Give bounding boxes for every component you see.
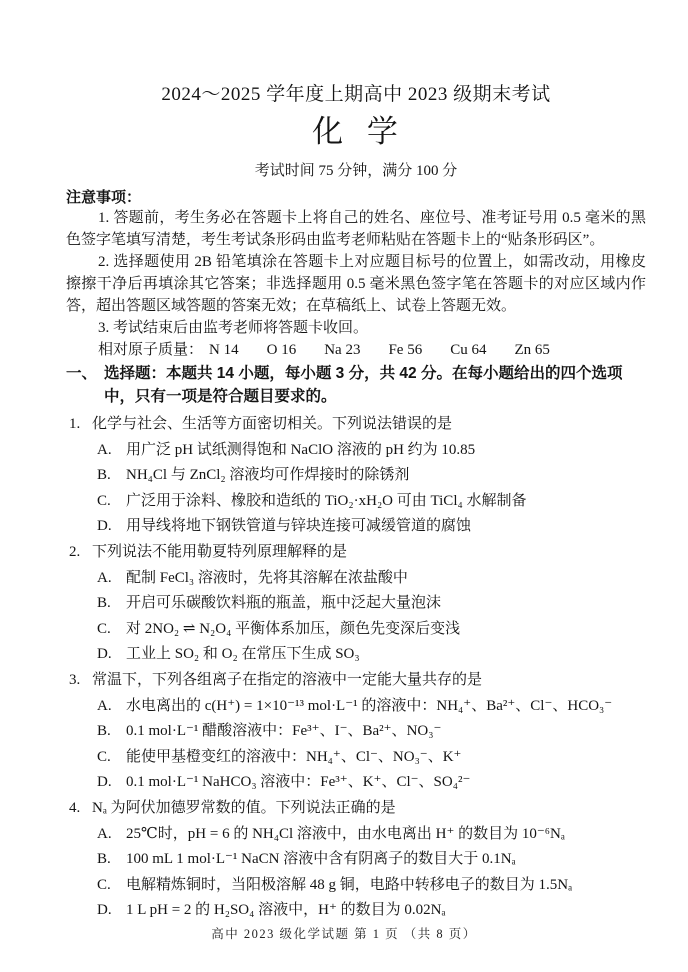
option-label: D. <box>97 646 112 663</box>
question-2-stem: 下列说法不能用勒夏特列原理解释的是 <box>92 543 348 560</box>
option-label: D. <box>97 774 112 791</box>
question-1-stem: 化学与社会、生活等方面密切相关。下列说法错误的是 <box>92 416 453 432</box>
option-text: 用导线将地下钢铁管道与锌块连接可减缓管道的腐蚀 <box>126 518 472 535</box>
exam-subject: 化 学 <box>312 114 400 149</box>
question-3-option-B <box>97 719 646 745</box>
option-label: D. <box>97 902 112 919</box>
option-label: C. <box>97 492 111 509</box>
page-footer: 高中 2023 级化学试题 第 1 页 （共 8 页） <box>211 927 477 941</box>
option-label: B. <box>97 595 111 612</box>
option-text: 0.1 mol·L⁻¹ NaHCO₃ 溶液中：Fe³⁺、K⁺、Cl⁻、SO₄²⁻ <box>126 774 471 791</box>
question-4-option-C <box>97 873 646 899</box>
question-2 <box>66 540 646 668</box>
question-3-options <box>97 694 646 796</box>
atomic-mass-N: N 14 <box>209 342 239 358</box>
atomic-mass-Zn: Zn 65 <box>514 342 550 358</box>
question-1-option-A <box>97 438 646 464</box>
question-2-option-A <box>97 566 646 592</box>
question-4 <box>66 796 646 924</box>
question-3-option-C <box>97 745 646 771</box>
question-4-option-D <box>97 898 646 924</box>
question-1-option-D <box>97 514 646 540</box>
notice-item-1: 1. 答题前，考生务必在答题卡上将自己的姓名、座位号、准考证号用 0.5 毫米的黑色签字笔填写清楚，考生考试条形码由监考老师粘贴在答题卡上的“贴条形码区”。 <box>66 210 646 248</box>
question-1 <box>66 412 646 540</box>
question-1-option-C <box>97 489 646 515</box>
question-2-option-D <box>97 642 646 668</box>
atomic-mass-O: O 16 <box>266 342 297 358</box>
option-label: C. <box>97 876 111 893</box>
question-4-stem: Nₐ 为阿伏加德罗常数的值。下列说法正确的是 <box>92 799 396 816</box>
option-text: 配制 FeCl₃ 溶液时，先将其溶解在浓盐酸中 <box>126 569 408 586</box>
question-3-number: 3. <box>69 671 81 688</box>
option-text: 工业上 SO₂ 和 O₂ 在常压下生成 SO₃ <box>126 646 360 663</box>
question-4-option-A <box>97 822 646 848</box>
atomic-mass-Fe: Fe 56 <box>388 342 423 358</box>
section-number: 一、 <box>66 365 98 382</box>
option-text: NH₄Cl 与 ZnCl₂ 溶液均可作焊接时的除锈剂 <box>126 467 410 484</box>
exam-title: 2024～2025 学年度上期高中 2023 级期末考试 <box>161 84 551 105</box>
question-3-stem: 常温下，下列各组离子在指定的溶液中一定能大量共存的是 <box>92 671 483 688</box>
question-4-number: 4. <box>69 799 81 816</box>
option-label: A. <box>97 697 112 714</box>
question-2-option-C <box>97 617 646 643</box>
question-4-options <box>97 822 646 924</box>
option-text: 电解精炼铜时，当阳极溶解 48 g 铜，电路中转移电子的数目为 1.5Nₐ <box>126 876 573 893</box>
option-label: B. <box>97 851 111 868</box>
option-label: A. <box>97 825 112 842</box>
question-3 <box>66 668 646 796</box>
question-4-stem-row <box>66 796 646 822</box>
question-3-stem-row <box>66 668 646 694</box>
question-1-option-B <box>97 463 646 489</box>
notice-heading: 注意事项： <box>66 189 142 206</box>
question-4-option-B <box>97 847 646 873</box>
option-text: 用广泛 pH 试纸测得饱和 NaClO 溶液的 pH 约为 10.85 <box>126 441 476 458</box>
question-1-number: 1. <box>69 416 81 432</box>
option-label: B. <box>97 723 111 740</box>
option-label: D. <box>97 518 112 535</box>
option-text: 水电离出的 c(H⁺) = 1×10⁻¹³ mol·L⁻¹ 的溶液中：NH₄⁺、Ba²⁺、Cl⁻、HCO₃⁻ <box>126 697 613 714</box>
option-label: C. <box>97 620 111 637</box>
option-label: A. <box>97 441 112 458</box>
atomic-masses-line <box>98 339 646 361</box>
question-2-option-B <box>97 591 646 617</box>
notice-item-2: 2. 选择题使用 2B 铅笔填涂在答题卡上对应题目标号的位置上，如需改动，用橡皮擦擦干净后再填涂其它答案；非选择题用 0.5 毫米黑色签字笔在答题卡的对应区域内作答，超出答题区域答题的答案无效；在草稿纸上、试卷上答题无效。 <box>66 254 646 314</box>
question-2-number: 2. <box>69 543 81 560</box>
questions-list <box>66 412 646 924</box>
section-heading <box>66 363 646 408</box>
option-text: 25℃时，pH = 6 的 NH₄Cl 溶液中，由水电离出 H⁺ 的数目为 10⁻⁶Nₐ <box>126 825 565 842</box>
atomic-mass-Cu: Cu 64 <box>450 342 487 358</box>
question-1-options <box>97 438 646 540</box>
question-1-stem-row <box>66 412 646 438</box>
option-text: 0.1 mol·L⁻¹ 醋酸溶液中：Fe³⁺、I⁻、Ba²⁺、NO₃⁻ <box>126 723 442 740</box>
atomic-masses-label: 相对原子质量： <box>98 342 204 358</box>
option-text: 对 2NO₂ ⇌ N₂O₄ 平衡体系加压，颜色先变深后变浅 <box>126 620 461 637</box>
question-2-stem-row <box>66 540 646 566</box>
option-label: C. <box>97 748 111 765</box>
question-2-options <box>97 566 646 668</box>
notice-item-3: 3. 考试结束后由监考老师将答题卡收回。 <box>98 320 369 336</box>
exam-duration-score: 考试时间 75 分钟，满分 100 分 <box>254 163 458 179</box>
option-text: 1 L pH = 2 的 H₂SO₄ 溶液中，H⁺ 的数目为 0.02Nₐ <box>126 902 446 919</box>
option-text: 100 mL 1 mol·L⁻¹ NaCN 溶液中含有阴离子的数目大于 0.1Nₐ <box>126 851 516 868</box>
option-text: 广泛用于涂料、橡胶和造纸的 TiO₂·xH₂O 可由 TiCl₄ 水解制备 <box>126 492 527 509</box>
question-3-option-A <box>97 694 646 720</box>
question-3-option-D <box>97 770 646 796</box>
option-label: A. <box>97 569 112 586</box>
option-text: 能使甲基橙变红的溶液中：NH₄⁺、Cl⁻、NO₃⁻、K⁺ <box>126 748 462 765</box>
atomic-mass-Na: Na 23 <box>324 342 361 358</box>
option-label: B. <box>97 467 111 484</box>
option-text: 开启可乐碳酸饮料瓶的瓶盖，瓶中泛起大量泡沫 <box>126 595 442 612</box>
section-text: 选择题：本题共 14 小题，每小题 3 分，共 42 分。在每小题给出的四个选项中，只有一项是符合题目要求的。 <box>104 365 623 405</box>
